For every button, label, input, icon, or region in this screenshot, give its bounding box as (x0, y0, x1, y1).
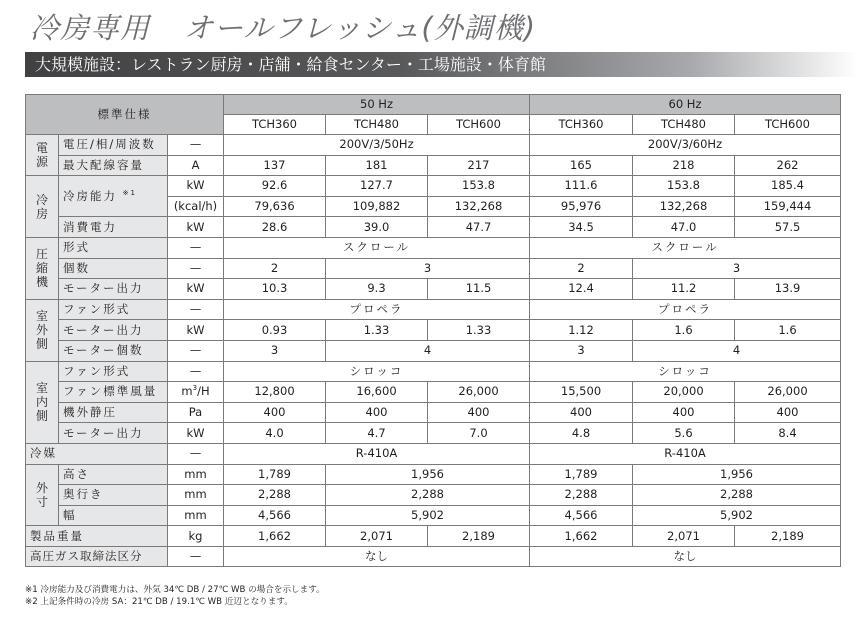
table-row (26, 423, 841, 444)
table-row (26, 320, 841, 341)
cell-value: 12,800 (224, 382, 326, 403)
cell-value: 111.6 (530, 176, 633, 197)
cell-value: 2,288 (326, 485, 530, 506)
row-label: モーター出力 (59, 423, 168, 444)
table-row (26, 526, 841, 547)
table-row (26, 361, 841, 382)
cell-value: 153.8 (428, 176, 530, 197)
cell-value: R-410A (224, 443, 530, 464)
cell-value: 400 (735, 402, 841, 423)
row-label: 電圧/相/周波数 (59, 135, 168, 156)
cell-value: R-410A (530, 443, 841, 464)
cell-value: 57.5 (735, 217, 841, 238)
cell-value: 3 (633, 258, 841, 279)
footnotes (25, 584, 325, 608)
row-unit: — (168, 299, 224, 320)
cell-value: 92.6 (224, 176, 326, 197)
table-row (26, 485, 841, 506)
cell-value: 34.5 (530, 217, 633, 238)
cell-value: 47.0 (633, 217, 735, 238)
row-label: ファン形式 (59, 299, 168, 320)
cell-value: 2,071 (633, 526, 735, 547)
cell-value: 1.33 (428, 320, 530, 341)
row-unit: Pa (168, 402, 224, 423)
row-label: 幅 (59, 505, 168, 526)
cell-value: 8.4 (735, 423, 841, 444)
cell-value: 1,956 (326, 464, 530, 485)
cell-value: 218 (633, 155, 735, 176)
row-label: 機外静圧 (59, 402, 168, 423)
model-header: TCH480 (633, 115, 735, 135)
header-60hz: 60 Hz (530, 95, 841, 115)
row-label: モーター出力 (59, 279, 168, 300)
row-unit: $m^3/H$ (168, 382, 224, 403)
category-cooling: 冷 房 (26, 176, 59, 238)
cell-value: 4.8 (530, 423, 633, 444)
cell-value: 400 (530, 402, 633, 423)
row-label: 高圧ガス取締法区分 (26, 546, 168, 567)
title-main: 冷房専用 (30, 11, 151, 45)
cell-value: 5,902 (633, 505, 841, 526)
row-unit: — (168, 546, 224, 567)
cell-value: 2,288 (633, 485, 841, 506)
cell-value: 200V/3/60Hz (530, 135, 841, 156)
cell-value: 12.4 (530, 279, 633, 300)
cell-value: 5,902 (326, 505, 530, 526)
cell-value: 15,500 (530, 382, 633, 403)
cell-value: 2 (224, 258, 326, 279)
cell-value: 217 (428, 155, 530, 176)
cell-value: 0.93 (224, 320, 326, 341)
table-row (26, 402, 841, 423)
row-label: ファン形式 (59, 361, 168, 382)
cell-value: 1.33 (326, 320, 428, 341)
category-indoor: 室 内 側 (26, 361, 59, 443)
row-unit: A (168, 155, 224, 176)
row-label: 消費電力 (59, 217, 168, 238)
row-label: ファン標準風量 (59, 382, 168, 403)
row-unit: — (168, 443, 224, 464)
cell-value: 4,566 (224, 505, 326, 526)
cell-value: 181 (326, 155, 428, 176)
model-header: TCH480 (326, 115, 428, 135)
cell-value: 26,000 (735, 382, 841, 403)
row-unit: kW (168, 423, 224, 444)
category-compressor: 圧 縮 機 (26, 237, 59, 299)
cell-value: 1.12 (530, 320, 633, 341)
table-row (26, 176, 841, 197)
table-row (26, 299, 841, 320)
row-unit: mm (168, 464, 224, 485)
cell-value: 7.0 (428, 423, 530, 444)
title-sub: オールフレッシュ(外調機) (184, 11, 537, 45)
row-label: モーター出力 (59, 320, 168, 341)
cell-value: 39.0 (326, 217, 428, 238)
cell-value: 400 (326, 402, 428, 423)
model-header: TCH600 (428, 115, 530, 135)
cell-value: 11.5 (428, 279, 530, 300)
cell-value: 1,662 (530, 526, 633, 547)
table-row (26, 443, 841, 464)
cell-value: 3 (530, 340, 633, 361)
cell-value: 400 (633, 402, 735, 423)
cell-value: 4.0 (224, 423, 326, 444)
cell-value: 10.3 (224, 279, 326, 300)
header-50hz: 50 Hz (224, 95, 530, 115)
cell-value: スクロール (530, 237, 841, 258)
cell-value: 1.6 (633, 320, 735, 341)
row-label: 最大配線容量 (59, 155, 168, 176)
category-dimensions: 外 寸 (26, 464, 59, 526)
table-row (26, 505, 841, 526)
row-unit: (kcal/h) (168, 196, 224, 217)
cell-value: 165 (530, 155, 633, 176)
cell-value: 127.7 (326, 176, 428, 197)
cell-value: 400 (224, 402, 326, 423)
table-corner: 標準仕様 (26, 95, 224, 135)
cell-value: なし (530, 546, 841, 567)
table-row (26, 217, 841, 238)
table-row (26, 546, 841, 567)
row-label: 個数 (59, 258, 168, 279)
model-header: TCH360 (530, 115, 633, 135)
cell-value: 2,071 (326, 526, 428, 547)
model-header: TCH600 (735, 115, 841, 135)
cell-value: シロッコ (530, 361, 841, 382)
row-unit: kW (168, 176, 224, 197)
cell-value: 109,882 (326, 196, 428, 217)
cell-value: 9.3 (326, 279, 428, 300)
cell-value: 1,789 (224, 464, 326, 485)
cell-value: 200V/3/50Hz (224, 135, 530, 156)
row-unit: kW (168, 279, 224, 300)
cell-value: プロペラ (224, 299, 530, 320)
cell-value: 2,288 (530, 485, 633, 506)
row-label: 冷媒 (26, 443, 168, 464)
cell-value: 13.9 (735, 279, 841, 300)
cell-value: 4 (326, 340, 530, 361)
cell-value: 11.2 (633, 279, 735, 300)
cell-value: 2,189 (428, 526, 530, 547)
cell-value: 1,789 (530, 464, 633, 485)
cell-value: プロペラ (530, 299, 841, 320)
cell-value: シロッコ (224, 361, 530, 382)
table-row (26, 382, 841, 403)
cell-value: 1,662 (224, 526, 326, 547)
row-unit: — (168, 237, 224, 258)
cell-value: 4,566 (530, 505, 633, 526)
cell-value: 47.7 (428, 217, 530, 238)
cell-value: 185.4 (735, 176, 841, 197)
row-label: 冷房能力 $^{※1}$ (59, 176, 168, 217)
page-title (30, 8, 536, 48)
note-mark: ※1 (122, 188, 137, 197)
cell-value: スクロール (224, 237, 530, 258)
cell-value: なし (224, 546, 530, 567)
row-unit: — (168, 258, 224, 279)
row-unit: — (168, 340, 224, 361)
footnote: ※2 上記条件時の冷房 SA：21℃ DB / 19.1℃ WB 近辺となります。 (25, 597, 293, 607)
row-unit: kW (168, 217, 224, 238)
cell-value: 1.6 (735, 320, 841, 341)
row-unit: mm (168, 485, 224, 506)
cell-value: 132,268 (633, 196, 735, 217)
cell-value: 16,600 (326, 382, 428, 403)
table-row (26, 258, 841, 279)
table-row (26, 155, 841, 176)
category-power: 電 源 (26, 135, 59, 176)
cell-value: 4.7 (326, 423, 428, 444)
table-row (26, 279, 841, 300)
row-unit: kW (168, 320, 224, 341)
table-row (26, 340, 841, 361)
row-unit: kg (168, 526, 224, 547)
cell-value: 2,189 (735, 526, 841, 547)
cell-value: 28.6 (224, 217, 326, 238)
cell-value: 132,268 (428, 196, 530, 217)
footnote: ※1 冷房能力及び消費電力は、外気 34℃ DB / 27℃ WB の場合を示します。 (25, 585, 325, 595)
cell-value: 1,956 (633, 464, 841, 485)
row-unit: mm (168, 505, 224, 526)
table-row (26, 464, 841, 485)
table-row (26, 135, 841, 156)
cell-value: 153.8 (633, 176, 735, 197)
cell-value: 2 (530, 258, 633, 279)
cell-value: 95,976 (530, 196, 633, 217)
cell-value: 400 (428, 402, 530, 423)
row-label: 製品重量 (26, 526, 168, 547)
cell-value: 262 (735, 155, 841, 176)
cell-value: 2,288 (224, 485, 326, 506)
table-row (26, 237, 841, 258)
row-label: 奥行き (59, 485, 168, 506)
cell-value: 3 (224, 340, 326, 361)
cell-value: 26,000 (428, 382, 530, 403)
cell-value: 3 (326, 258, 530, 279)
subtitle-bar: 大規模施設：レストラン厨房・店舗・給食センター・工場施設・体育館 (25, 52, 858, 77)
row-label: モーター個数 (59, 340, 168, 361)
cell-value: 79,636 (224, 196, 326, 217)
cell-value: 20,000 (633, 382, 735, 403)
cell-value: 5.6 (633, 423, 735, 444)
cell-value: 159,444 (735, 196, 841, 217)
row-label: 形式 (59, 237, 168, 258)
row-unit: — (168, 135, 224, 156)
category-outdoor: 室 外 側 (26, 299, 59, 361)
model-header: TCH360 (224, 115, 326, 135)
spec-table (25, 94, 841, 567)
row-unit: — (168, 361, 224, 382)
cell-value: 4 (633, 340, 841, 361)
cell-value: 137 (224, 155, 326, 176)
row-label: 高さ (59, 464, 168, 485)
